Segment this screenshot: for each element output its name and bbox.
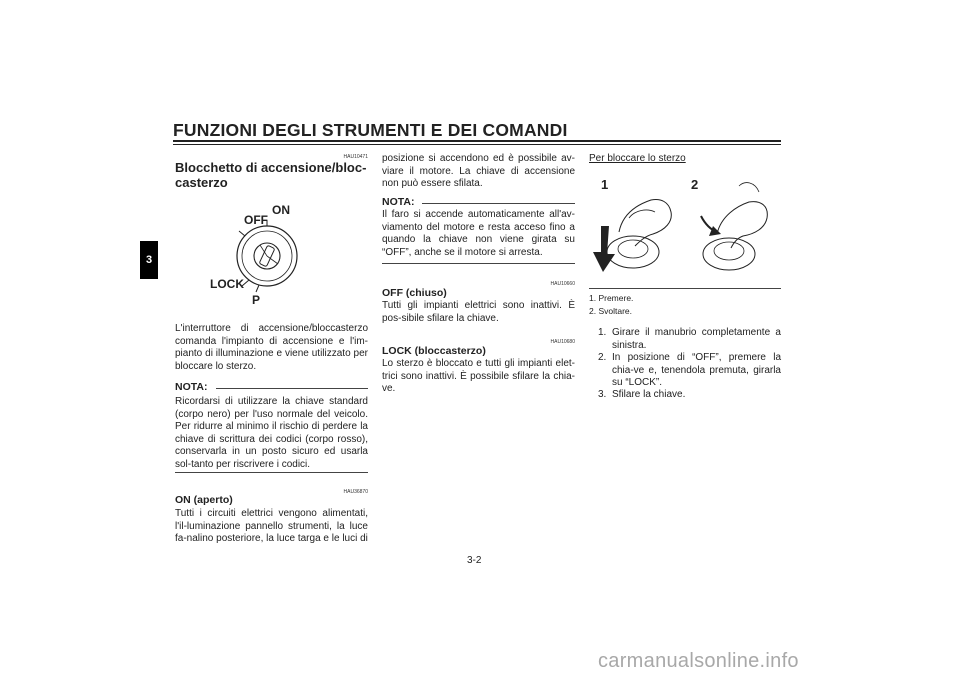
- off-heading: OFF (chiuso): [382, 287, 447, 299]
- header-rule: [173, 140, 781, 142]
- nota-rule: [216, 388, 368, 389]
- ref-code: HAU10680: [550, 339, 575, 345]
- caption-1: 1. Premere.: [589, 293, 634, 303]
- figure-label-2: 2: [691, 177, 699, 192]
- ref-code: HAU10471: [343, 154, 368, 160]
- figure-label-1: 1: [601, 177, 609, 192]
- on-paragraph-cont: posizione si accendono ed è possibile av-viare il motore. La chiave di accensione non può essere sfilata.: [382, 153, 575, 189]
- header-rule-thin: [173, 144, 781, 145]
- subheading: Per bloccare lo sterzo: [589, 153, 686, 164]
- switch-label-lock: LOCK: [210, 277, 244, 291]
- step-number: 2.: [598, 352, 607, 363]
- watermark: carmanualsonline.info: [598, 650, 799, 672]
- ignition-switch-illustration: [205, 198, 335, 310]
- caption-2: 2. Svoltare.: [589, 306, 632, 316]
- section-heading: Blocchetto di accensione/bloc-casterzo: [175, 160, 367, 190]
- nota-end-rule: [175, 472, 368, 473]
- lock-paragraph: Lo sterzo è bloccato e tutti gli impianti elet-trici sono inattivi. È possibile sfilare la chia-ve.: [382, 358, 575, 394]
- step-number: 1.: [598, 327, 607, 338]
- page-title: FUNZIONI DEGLI STRUMENTI E DEI COMANDI: [173, 120, 568, 140]
- nota-text: Ricordarsi di utilizzare la chiave standard (corpo nero) per l'uso normale del veicolo. Per ridurre al minimo il rischio di perdere la chiave di scrittura dei codici (corpo rosso), conservarla in un posto sicuro ed usarla sol-tanto per riscrivere i codici.: [175, 396, 368, 470]
- on-heading: ON (aperto): [175, 494, 233, 506]
- ref-code: HAU10660: [550, 281, 575, 287]
- step-number: 3.: [598, 389, 607, 400]
- on-paragraph: Tutti i circuiti elettrici vengono alimentati, l'il-luminazione pannello strumenti, la luce fa-nalino posteriore, la luce targa e le luci di: [175, 508, 368, 544]
- nota-label: NOTA:: [175, 381, 208, 393]
- lock-steering-illustration: [589, 172, 781, 282]
- nota-end-rule: [382, 263, 575, 264]
- ref-code: HAU36870: [343, 489, 368, 495]
- intro-paragraph: L'interruttore di accensione/bloccasterzo comanda l'impianto di accensione e l'im-pianto di illuminazione e viene utilizzato per bloccare lo sterzo.: [175, 323, 368, 372]
- switch-label-p: P: [252, 293, 261, 307]
- nota-text: Il faro si accende automaticamente all'av-viamento del motore e resta acceso fino a quando la chiave non viene girata su “OFF”, anche se il motore si arresta.: [382, 209, 575, 258]
- off-paragraph: Tutti gli impianti elettrici sono inattivi. È pos-sibile sfilare la chiave.: [382, 300, 575, 324]
- lock-steering-figure: [589, 172, 781, 282]
- chapter-tab: 3: [140, 241, 158, 279]
- step-text: In posizione di “OFF”, premere la chia-ve e, tenendola premuta, girarla su “LOCK”.: [612, 352, 781, 388]
- nota-label: NOTA:: [382, 196, 415, 208]
- step-text: Sfilare la chiave.: [612, 389, 686, 400]
- switch-label-off: OFF: [244, 213, 268, 227]
- step-text: Girare il manubrio completamente a sinistra.: [612, 327, 781, 351]
- switch-label-on: ON: [272, 203, 290, 217]
- caption-rule: [589, 288, 781, 289]
- lock-heading: LOCK (bloccasterzo): [382, 345, 486, 357]
- nota-rule: [422, 203, 575, 204]
- page-number: 3-2: [467, 555, 482, 566]
- ignition-switch-figure: [205, 198, 335, 310]
